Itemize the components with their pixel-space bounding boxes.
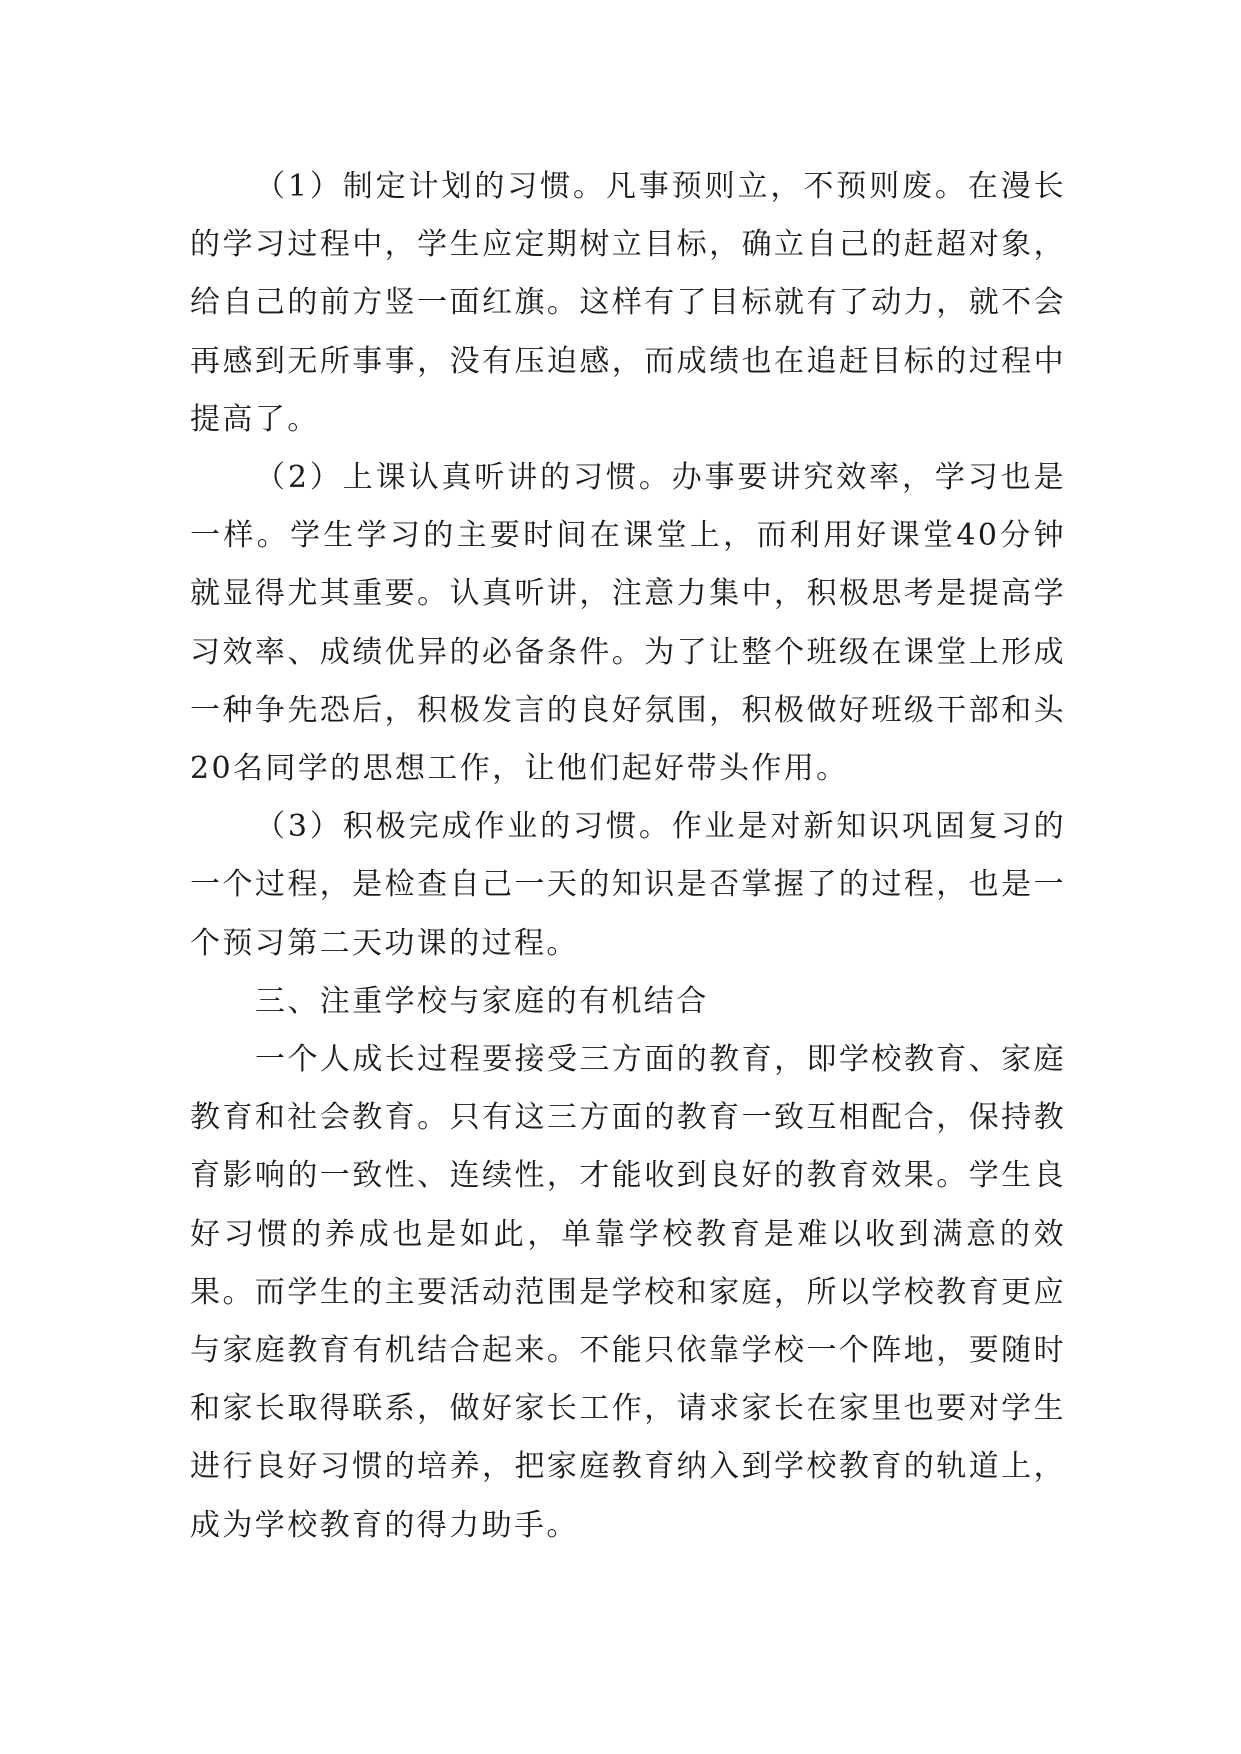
paragraph-habit-homework: （3）积极完成作业的习惯。作业是对新知识巩固复习的一个过程，是检查自己一天的知识是否掌握了的过程，也是一个预习第二天功课的过程。: [190, 809, 1066, 961]
document-page: [190, 158, 1066, 1555]
paragraph-habit-planning: （1）制定计划的习惯。凡事预则立，不预则废。在漫长的学习过程中，学生应定期树立目标，确立自己的赶超对象，给自己的前方竖一面红旗。这样有了目标就有了动力，就不会再感到无所事事，没有压迫感，而成绩也在追赶目标的过程中提高了。: [190, 169, 1066, 437]
paragraph-school-family: 一个人成长过程要接受三方面的教育，即学校教育、家庭教育和社会教育。只有这三方面的教育一致互相配合，保持教育影响的一致性、连续性，才能收到良好的教育效果。学生良好习惯的养成也是如此，单靠学校教育是难以收到满意的效果。而学生的主要活动范围是学校和家庭，所以学校教育更应与家庭教育有机结合起来。不能只依靠学校一个阵地，要随时和家长取得联系，做好家长工作，请求家长在家里也要对学生进行良好习惯的培养，把家庭教育纳入到学校教育的轨道上，成为学校教育的得力助手。: [190, 1042, 1066, 1543]
paragraph-habit-listening: （2）上课认真听讲的习惯。办事要讲究效率，学习也是一样。学生学习的主要时间在课堂上，而利用好课堂40分钟就显得尤其重要。认真听讲，注意力集中，积极思考是提高学习效率、成绩优异的必备条件。为了让整个班级在课堂上形成一种争先恐后，积极发言的良好氛围，积极做好班级干部和头20名同学的思想工作，让他们起好带头作用。: [190, 460, 1066, 787]
section-heading: 三、注重学校与家庭的有机结合: [255, 983, 709, 1019]
